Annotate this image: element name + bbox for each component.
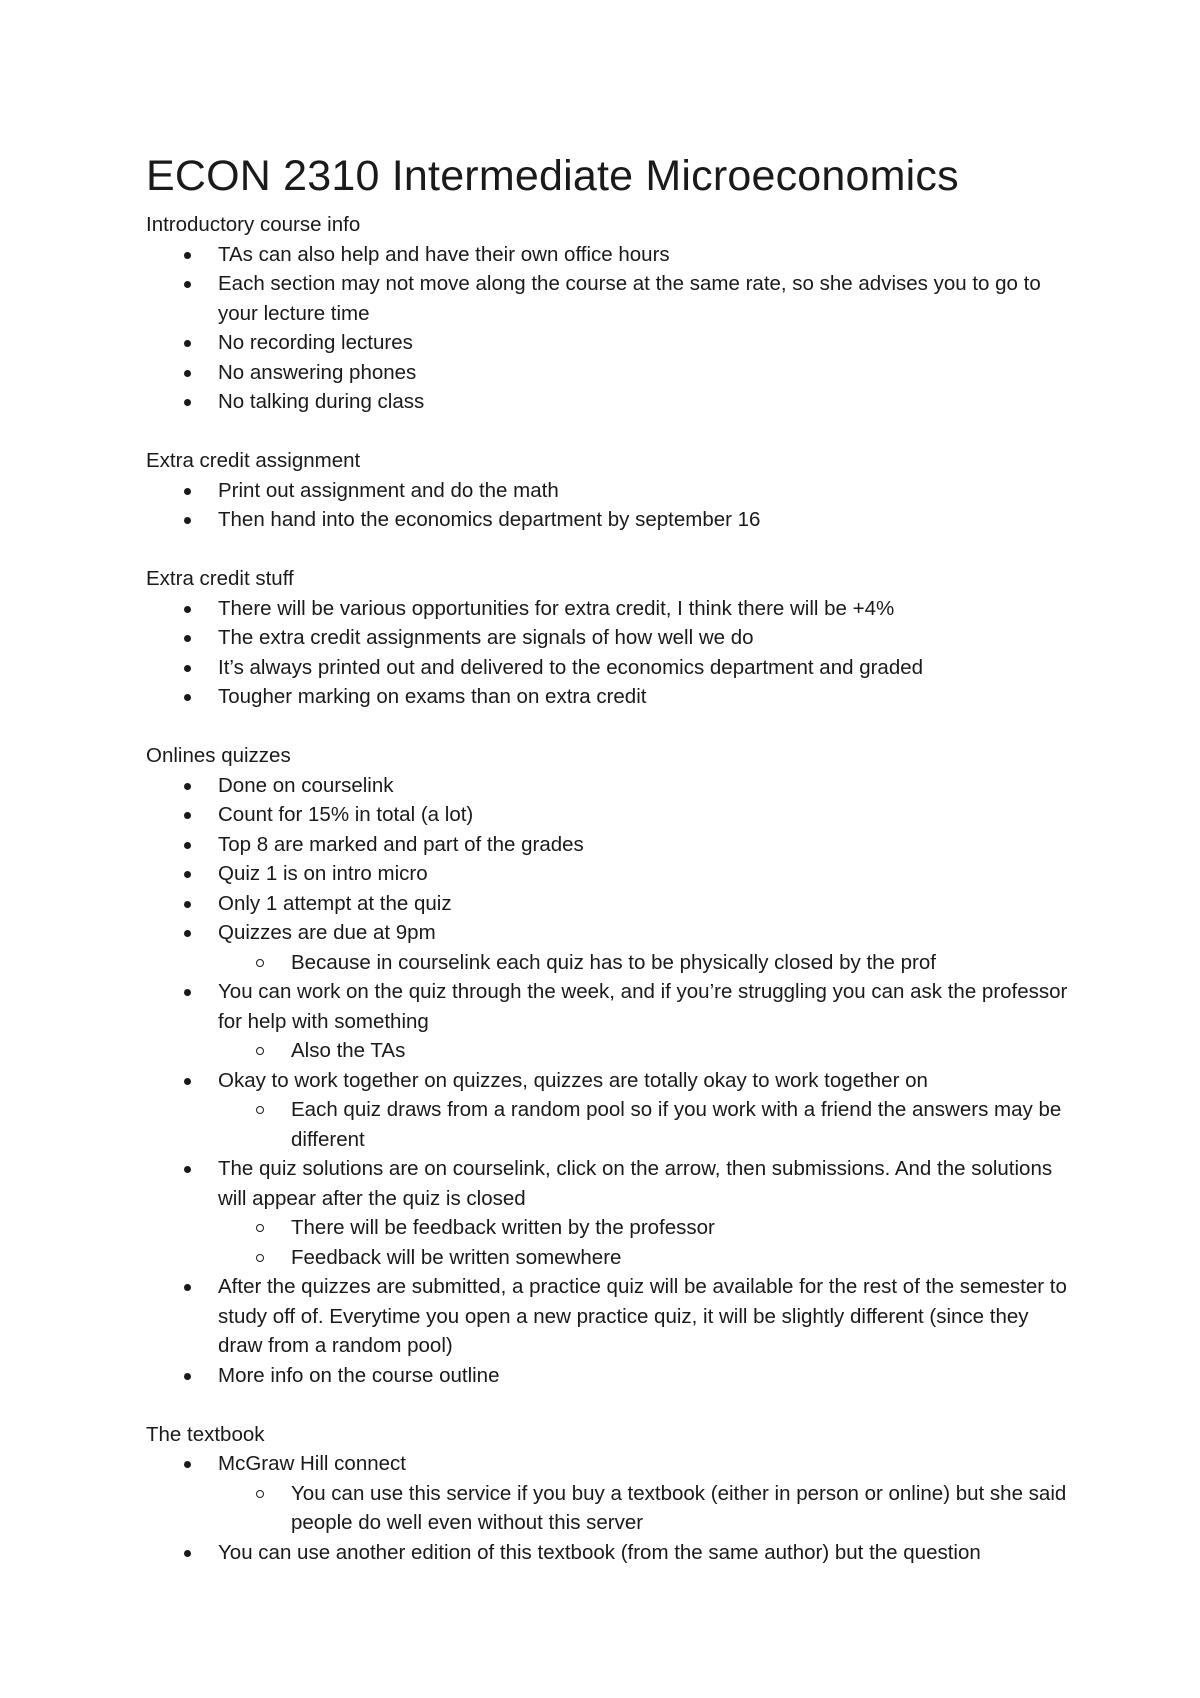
bullet-dot-icon: [184, 901, 191, 908]
list-item-text: Print out assignment and do the math: [218, 478, 559, 502]
list-item: [146, 1449, 1076, 1479]
bullet-dot-icon: [184, 1373, 191, 1380]
bullet-dot-icon: [184, 252, 191, 259]
paragraph-spacer: [146, 535, 1076, 565]
bullet-dot-icon: [184, 340, 191, 347]
page-title: ECON 2310 Intermediate Microeconomics: [146, 152, 959, 200]
list-item: [146, 623, 1076, 653]
list-item-text: No talking during class: [218, 390, 425, 413]
section-introductory-course-info: [146, 210, 1076, 417]
list-item-text: TAs can also help and have their own office hours: [218, 242, 670, 266]
section-heading: Introductory course info: [146, 213, 361, 236]
list-item-text: You can use another edition of this textbook (from the same author) but the question: [218, 1540, 981, 1564]
bullet-dot-icon: [184, 989, 191, 996]
hollow-bullet-icon: [256, 1490, 264, 1498]
list-item-text: The quiz solutions are on courselink, click on the arrow, then submissions. And the solutions will appear after the quiz is closed: [218, 1157, 1053, 1210]
sub-list-item: [146, 948, 1076, 978]
bullet-list: [146, 1449, 1076, 1567]
paragraph-spacer: [146, 1390, 1076, 1420]
bullet-list: [146, 771, 1076, 1391]
list-item: [146, 505, 1076, 535]
list-item: [146, 800, 1076, 830]
sub-list-item-text: You can use this service if you buy a textbook (either in person or online) but she said people do well even without this server: [291, 1481, 1067, 1534]
bullet-dot-icon: [184, 1166, 191, 1173]
sub-list-item-text: Each quiz draws from a random pool so if you work with a friend the answers may be different: [291, 1098, 1062, 1151]
list-item: [146, 387, 1076, 417]
list-item: [146, 889, 1076, 919]
list-item-text: Okay to work together on quizzes, quizzes are totally okay to work together on: [218, 1068, 928, 1092]
section-heading: Extra credit stuff: [146, 567, 294, 590]
bullet-dot-icon: [184, 842, 191, 849]
list-item: [146, 682, 1076, 712]
sub-list-item-text: There will be feedback written by the professor: [291, 1216, 715, 1239]
bullet-dot-icon: [184, 783, 191, 790]
list-item-text: Then hand into the economics department by september 16: [218, 508, 761, 531]
list-item-text: Quizzes are due at 9pm: [218, 921, 436, 944]
document-page: [146, 148, 1076, 1567]
hollow-bullet-icon: [256, 1106, 264, 1114]
list-item: [146, 1272, 1076, 1361]
list-item: [146, 653, 1076, 683]
section-the-textbook: [146, 1420, 1076, 1568]
list-item: [146, 594, 1076, 624]
hollow-bullet-icon: [256, 959, 264, 967]
list-item-text: Each section may not move along the course at the same rate, so she advises you to go to your lecture time: [218, 272, 1041, 325]
section-online-quizzes: [146, 741, 1076, 1390]
list-item-text: Count for 15% in total (a lot): [218, 803, 474, 826]
list-item: [146, 1066, 1076, 1096]
sub-list-item-text: Also the TAs: [291, 1039, 406, 1062]
list-item-text: No answering phones: [218, 360, 417, 384]
list-item-text: No recording lectures: [218, 331, 413, 354]
list-item-text: After the quizzes are submitted, a practice quiz will be available for the rest of the semester to study off of. Everytime you open a new practice quiz, it will be slightly different (since they draw from a random pool): [218, 1275, 1067, 1357]
bullet-dot-icon: [184, 665, 191, 672]
list-item: [146, 1361, 1076, 1391]
bullet-list: [146, 476, 1076, 535]
sub-list-item: [146, 1213, 1076, 1243]
bullet-dot-icon: [184, 1550, 191, 1557]
sub-list-item: [146, 1479, 1076, 1538]
bullet-dot-icon: [184, 606, 191, 613]
list-item: [146, 328, 1076, 358]
bullet-dot-icon: [184, 370, 191, 377]
list-item: [146, 358, 1076, 388]
paragraph-spacer: [146, 417, 1076, 447]
sub-list-item: [146, 1036, 1076, 1066]
section-extra-credit-assignment: [146, 446, 1076, 535]
list-item-text: The extra credit assignments are signals of how well we do: [218, 626, 754, 649]
bullet-dot-icon: [184, 517, 191, 524]
list-item-text: Tougher marking on exams than on extra credit: [218, 685, 647, 708]
paragraph-spacer: [146, 712, 1076, 742]
list-item: [146, 771, 1076, 801]
hollow-bullet-icon: [256, 1224, 264, 1232]
sub-list-item-text: Feedback will be written somewhere: [291, 1245, 622, 1269]
list-item-text: It’s always printed out and delivered to the economics department and graded: [218, 655, 924, 679]
section-heading: The textbook: [146, 1422, 265, 1446]
bullet-dot-icon: [184, 1461, 191, 1468]
bullet-dot-icon: [184, 1078, 191, 1085]
sub-list-item: [146, 1095, 1076, 1154]
list-item: [146, 1538, 1076, 1568]
section-heading: Extra credit assignment: [146, 449, 361, 472]
bullet-dot-icon: [184, 871, 191, 878]
bullet-dot-icon: [184, 488, 191, 495]
bullet-dot-icon: [184, 1284, 191, 1291]
list-item-text: McGraw Hill connect: [218, 1452, 406, 1475]
section-extra-credit-stuff: [146, 564, 1076, 712]
bullet-dot-icon: [184, 635, 191, 642]
hollow-bullet-icon: [256, 1254, 264, 1262]
section-heading: Onlines quizzes: [146, 744, 291, 767]
list-item-text: More info on the course outline: [218, 1363, 500, 1387]
bullet-dot-icon: [184, 694, 191, 701]
list-item-text: Only 1 attempt at the quiz: [218, 891, 452, 915]
sub-list-item-text: Because in courselink each quiz has to be physically closed by the prof: [291, 950, 936, 974]
list-item: [146, 977, 1076, 1036]
list-item: [146, 240, 1076, 270]
list-item-text: There will be various opportunities for extra credit, I think there will be +4%: [218, 596, 895, 620]
bullet-dot-icon: [184, 399, 191, 406]
list-item: [146, 918, 1076, 948]
list-item: [146, 476, 1076, 506]
bullet-dot-icon: [184, 930, 191, 937]
bullet-dot-icon: [184, 281, 191, 288]
list-item-text: Quiz 1 is on intro micro: [218, 862, 428, 885]
sub-list-item: [146, 1243, 1076, 1273]
hollow-bullet-icon: [256, 1047, 264, 1055]
list-item-text: Done on courselink: [218, 773, 394, 797]
bullet-list: [146, 594, 1076, 712]
bullet-dot-icon: [184, 812, 191, 819]
list-item: [146, 269, 1076, 328]
list-item-text: You can work on the quiz through the week, and if you’re struggling you can ask the professor for help with something: [218, 980, 1068, 1033]
list-item: [146, 1154, 1076, 1213]
bullet-list: [146, 240, 1076, 417]
list-item-text: Top 8 are marked and part of the grades: [218, 832, 584, 856]
list-item: [146, 859, 1076, 889]
list-item: [146, 830, 1076, 860]
